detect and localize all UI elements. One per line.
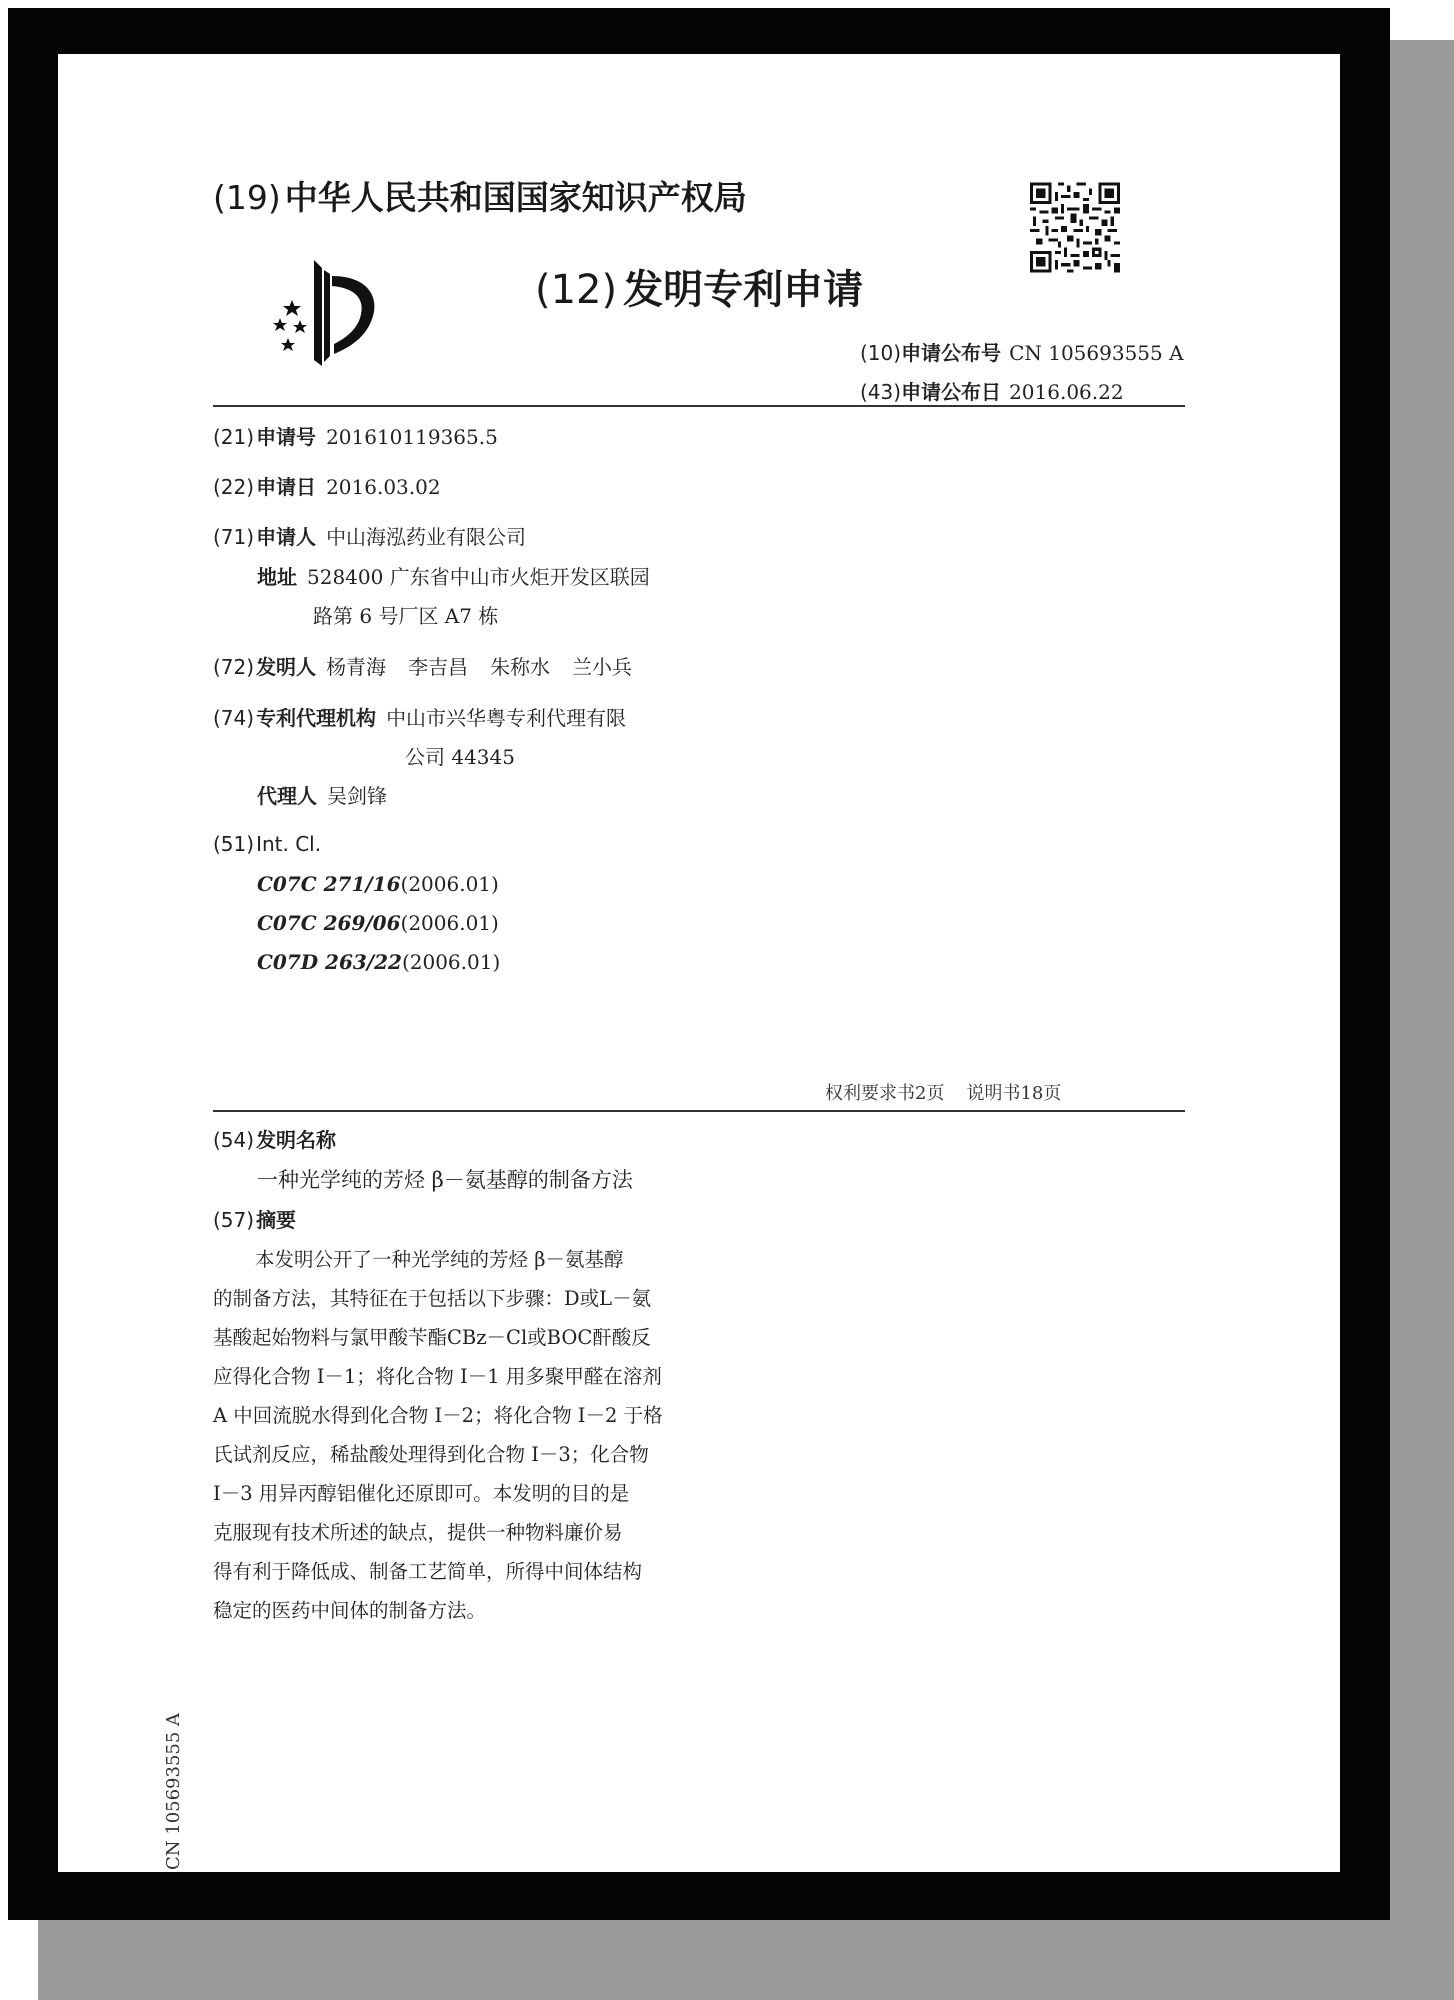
- pub-no-label: 申请公布号: [901, 341, 1002, 365]
- ipc-code: C07D 263/22: [257, 950, 402, 974]
- pub-no-value: CN 105693555 A: [1009, 341, 1184, 365]
- applicant-value: 中山海泓药业有限公司: [326, 525, 527, 549]
- inventor-name: 兰小兵: [572, 655, 633, 679]
- agency-label: 专利代理机构: [256, 706, 377, 730]
- agency-line1: 中山市兴华粤专利代理有限: [386, 706, 627, 730]
- title-label: 发明名称: [256, 1128, 337, 1152]
- ipc-version: (2006.01): [401, 950, 501, 974]
- abstract-body: [213, 1240, 693, 1630]
- office-name: 中华人民共和国国家知识产权局: [284, 178, 747, 217]
- pub-date-num: (43): [860, 380, 902, 404]
- applicant-num: (71): [213, 525, 255, 549]
- abstract-line: I－3 用异丙醇铝催化还原即可。本发明的目的是: [213, 1482, 630, 1505]
- pub-date-value: 2016.06.22: [1009, 380, 1124, 404]
- abstract-header: [213, 1204, 306, 1233]
- office-header: [213, 172, 747, 219]
- abstract-line: 应得化合物 I－1；将化合物 I－1 用多聚甲醛在溶剂: [213, 1365, 662, 1388]
- app-no-num: (21): [213, 425, 255, 449]
- abstract-line: 克服现有技术所述的缺点，提供一种物料廉价易: [213, 1521, 623, 1544]
- inventor-list: [326, 655, 654, 679]
- abstract-line: 的制备方法，其特征在于包括以下步骤：D或L－氨: [213, 1287, 652, 1310]
- qr-code-icon: [1030, 180, 1120, 275]
- invention-title: 一种光学纯的芳烃 β－氨基醇的制备方法: [257, 1168, 633, 1192]
- classification-num: (51): [213, 832, 255, 856]
- inventor-name: 李吉昌: [408, 655, 469, 679]
- ipc-version: (2006.01): [400, 911, 499, 935]
- pub-date-label: 申请公布日: [901, 380, 1002, 404]
- agency-num: (74): [213, 706, 255, 730]
- side-publication-number: CN 105693555 A: [163, 1712, 184, 1870]
- app-date-num: (22): [213, 475, 255, 499]
- abstract-line: 本发明公开了一种光学纯的芳烃 β－氨基醇: [255, 1248, 624, 1271]
- agency-line2-row: [405, 741, 515, 770]
- ipc-code-row: [257, 950, 500, 974]
- agent-value: 吴剑锋: [327, 784, 387, 808]
- header-divider: [213, 405, 1185, 407]
- abstract-line: 基酸起始物料与氯甲酸苄酯CBz－Cl或BOC酐酸反: [213, 1326, 651, 1349]
- publication-number-row: [860, 337, 1184, 366]
- agency-row: [213, 702, 626, 731]
- abstract-line: 稳定的医药中间体的制备方法。: [213, 1599, 487, 1622]
- title-header: [213, 1124, 346, 1153]
- classification-header: [213, 832, 321, 856]
- application-number-row: [213, 421, 498, 450]
- agency-line2: 公司 44345: [405, 745, 515, 769]
- abstract-num: (57): [213, 1208, 255, 1232]
- applicant-label: 申请人: [256, 525, 317, 549]
- abstract-label: 摘要: [256, 1208, 297, 1232]
- app-no-value: 201610119365.5: [326, 425, 498, 449]
- inventor-row: [213, 651, 654, 680]
- pub-no-num: (10): [860, 341, 902, 365]
- ipc-code-row: [257, 872, 499, 896]
- title-num: (54): [213, 1128, 255, 1152]
- doc-type-header: [535, 258, 863, 315]
- ipc-code-row: [257, 911, 499, 935]
- address-label: 地址: [257, 565, 297, 589]
- abstract-line: 得有利于降低成、制备工艺简单，所得中间体结构: [213, 1560, 643, 1583]
- abstract-line: A 中回流脱水得到化合物 I－2；将化合物 I－2 于格: [213, 1404, 663, 1427]
- page-count-info: [825, 1079, 1061, 1105]
- doc-type-num: (12): [535, 267, 618, 313]
- doc-type: 发明专利申请: [623, 267, 864, 313]
- claims-pages: 权利要求书2页: [825, 1083, 945, 1104]
- app-date-label: 申请日: [256, 475, 317, 499]
- address-line2: 路第 6 号厂区 A7 栋: [313, 604, 499, 628]
- abstract-divider: [213, 1110, 1185, 1112]
- inventor-num: (72): [213, 655, 255, 679]
- applicant-row: [213, 521, 526, 550]
- inventor-name: 杨青海: [326, 655, 387, 679]
- description-pages: 说明书18页: [966, 1083, 1062, 1104]
- office-num: (19): [213, 178, 281, 217]
- ipc-code: C07C 269/06: [257, 911, 401, 935]
- app-date-value: 2016.03.02: [326, 475, 441, 499]
- classification-label: Int. Cl.: [256, 832, 322, 856]
- ipc-version: (2006.01): [400, 872, 499, 896]
- agent-label: 代理人: [257, 784, 317, 808]
- cnipa-logo-icon: [270, 260, 390, 366]
- app-no-label: 申请号: [256, 425, 317, 449]
- inventor-name: 朱称水: [490, 655, 551, 679]
- address-row: [257, 561, 650, 590]
- address-line2-row: [313, 600, 498, 629]
- agent-row: [257, 780, 387, 809]
- abstract-line: 氏试剂反应，稀盐酸处理得到化合物 I－3；化合物: [213, 1443, 649, 1466]
- address-line1: 528400 广东省中山市火炬开发区联园: [307, 565, 650, 589]
- application-date-row: [213, 471, 441, 500]
- ipc-code: C07C 271/16: [257, 872, 401, 896]
- publication-date-row: [860, 376, 1124, 405]
- inventor-label: 发明人: [256, 655, 317, 679]
